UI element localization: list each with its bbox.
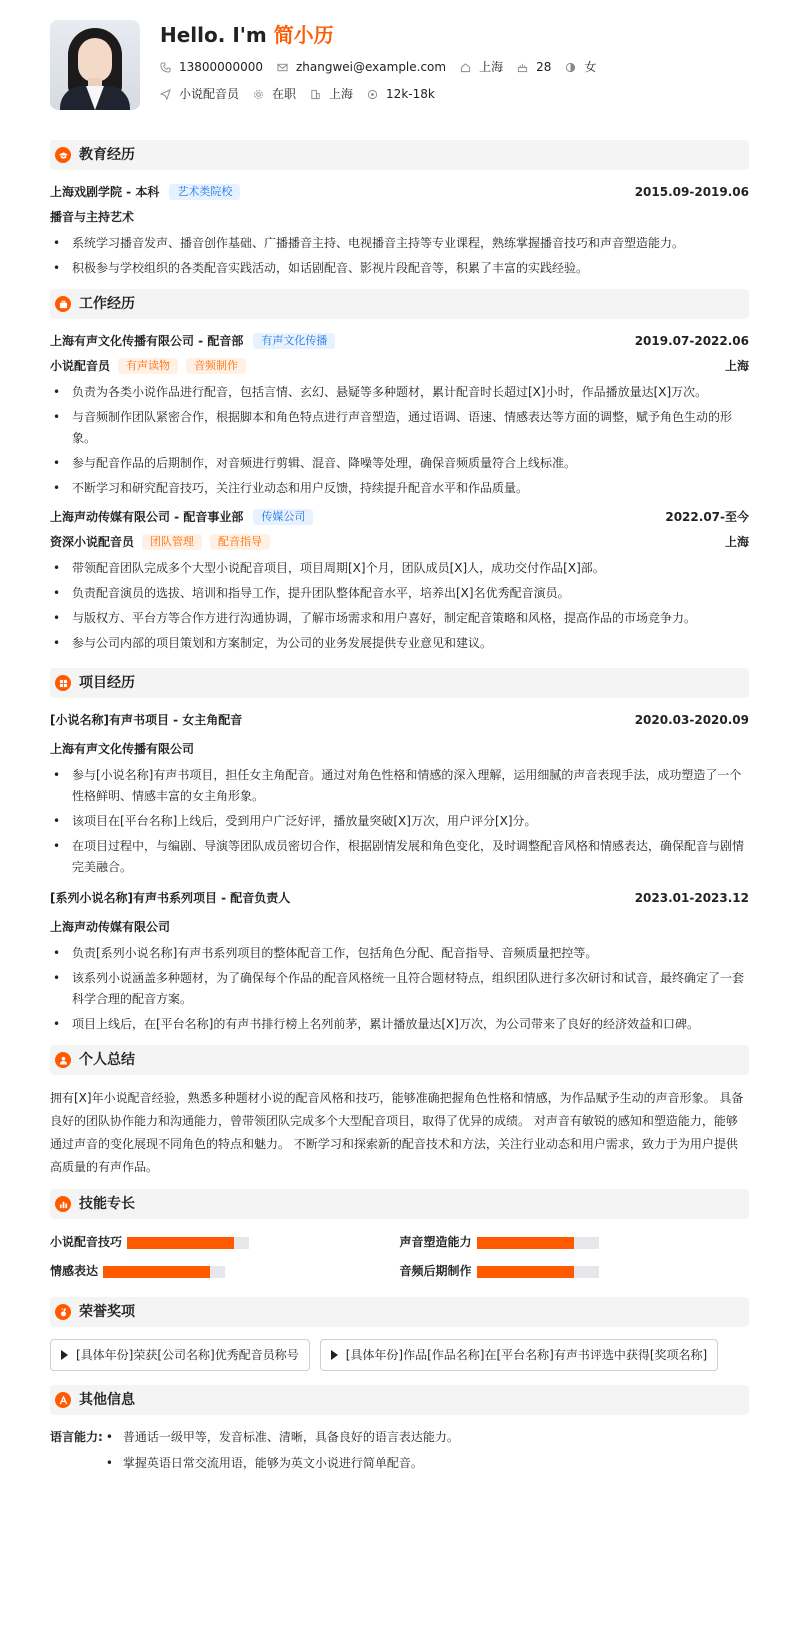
education-date: 2015.09-2019.06 bbox=[634, 185, 749, 199]
project-name: [小说名称]有声书项目 - 女主角配音 bbox=[50, 713, 243, 727]
email-icon bbox=[277, 62, 288, 73]
school-name: 上海戏剧学院 - 本科 bbox=[50, 185, 160, 199]
awards-header bbox=[50, 1297, 749, 1327]
skill-name: 情感表达 bbox=[50, 1264, 99, 1279]
role-tag: 配音指导 bbox=[210, 534, 270, 550]
award-item bbox=[50, 1339, 310, 1371]
work-entry bbox=[50, 331, 749, 499]
work-date: 2019.07-2022.06 bbox=[634, 334, 749, 348]
list-item: • 普通话一级甲等，发音标准、清晰，具备良好的语言表达能力。 bbox=[103, 1427, 459, 1448]
role-tag: 音频制作 bbox=[186, 358, 246, 374]
building-icon bbox=[310, 89, 321, 100]
skills-grid bbox=[50, 1231, 749, 1281]
language-label: 语言能力: bbox=[50, 1430, 103, 1445]
skill-name: 小说配音技巧 bbox=[50, 1235, 123, 1249]
company-name: 上海有声文化传播有限公司 - 配音部 bbox=[50, 334, 244, 348]
greeting-title bbox=[160, 20, 610, 50]
company-tag: 有声文化传播 bbox=[253, 333, 335, 349]
education-entry bbox=[50, 182, 749, 279]
status-value: 在职 bbox=[272, 87, 297, 101]
award-text: [具体年份]荣获[公司名称]优秀配音员称号 bbox=[76, 1347, 299, 1362]
award-item bbox=[320, 1339, 718, 1371]
list-item: • 与版权方、平台方等合作方进行沟通协调，了解市场需求和用户喜好，制定配音策略和风格，提高作品的市场竞争力。 bbox=[50, 608, 749, 629]
age-value: 28 bbox=[536, 60, 552, 74]
list-item: • 与音频制作团队紧密合作，根据脚本和角色特点进行声音塑造，通过语调、语速、情感表达等方面的调整，赋予角色生动的形象。 bbox=[50, 407, 749, 449]
gender-item bbox=[565, 58, 596, 76]
contact-row bbox=[160, 58, 610, 76]
other-title: 其他信息 bbox=[79, 1392, 135, 1409]
city-value: 上海 bbox=[479, 60, 504, 74]
work-date: 2022.07-至今 bbox=[665, 510, 749, 524]
skill-bar bbox=[477, 1266, 599, 1278]
skill-bar-fill bbox=[477, 1266, 575, 1278]
project-date: 2020.03-2020.09 bbox=[634, 713, 749, 727]
phone-icon bbox=[160, 62, 171, 73]
list-item: • 负责为各类小说作品进行配音，包括言情、玄幻、悬疑等多种题材，累计配音时长超过[X]小时，作品播放量达[X]万次。 bbox=[50, 382, 749, 403]
skill-bar-fill bbox=[477, 1237, 575, 1249]
list-item: • 掌握英语日常交流用语，能够为英文小说进行简单配音。 bbox=[103, 1453, 459, 1474]
cake-icon bbox=[517, 62, 528, 73]
role-tag: 有声读物 bbox=[118, 358, 178, 374]
project-entry bbox=[50, 710, 749, 878]
list-item: • 参与[小说名称]有声书项目，担任女主角配音。通过对角色性格和情感的深入理解，运用细腻的声音表现手法，成功塑造了一个性格鲜明、情感丰富的女主角形象。 bbox=[50, 765, 749, 807]
education-bullets bbox=[50, 233, 749, 279]
work-location: 上海 bbox=[724, 359, 749, 373]
role-name: 资深小说配音员 bbox=[50, 535, 135, 549]
project-bullets bbox=[50, 765, 749, 878]
company-name: 上海声动传媒有限公司 - 配音事业部 bbox=[50, 510, 244, 524]
project-bullets bbox=[50, 943, 749, 1035]
list-item: • 积极参与学校组织的各类配音实践活动，如话剧配音、影视片段配音等，积累了丰富的实践经验。 bbox=[50, 258, 749, 279]
bar-chart-icon bbox=[55, 1196, 71, 1212]
work-title: 工作经历 bbox=[79, 295, 135, 312]
list-item: • 参与公司内部的项目策划和方案制定，为公司的业务发展提供专业意见和建议。 bbox=[50, 633, 749, 654]
resume-header bbox=[50, 20, 749, 130]
skill-bar bbox=[477, 1237, 599, 1249]
work-entry bbox=[50, 507, 749, 654]
skills-title: 技能专长 bbox=[79, 1195, 135, 1212]
role-name: 小说配音员 bbox=[50, 359, 111, 373]
salary-item bbox=[367, 85, 435, 103]
project-date: 2023.01-2023.12 bbox=[634, 891, 749, 905]
education-header bbox=[50, 140, 749, 170]
work-city-item bbox=[310, 85, 353, 103]
project-org: 上海声动传媒有限公司 bbox=[50, 920, 171, 934]
translate-icon bbox=[55, 1392, 71, 1408]
list-item: • 该系列小说涵盖多种题材，为了确保每个作品的配音风格统一且符合题材特点，组织团队进行多次研讨和试音，最终确定了一套科学合理的配音方案。 bbox=[50, 968, 749, 1010]
project-name: [系列小说名称]有声书系列项目 - 配音负责人 bbox=[50, 891, 291, 905]
send-icon bbox=[160, 89, 171, 100]
major-name: 播音与主持艺术 bbox=[50, 210, 135, 224]
language-row bbox=[50, 1427, 749, 1479]
awards-section bbox=[50, 1297, 749, 1371]
play-icon bbox=[331, 1350, 338, 1360]
skills-header bbox=[50, 1189, 749, 1219]
candidate-name: 简小历 bbox=[273, 23, 334, 47]
list-item: • 负责[系列小说名称]有声书系列项目的整体配音工作，包括角色分配、配音指导、音频质量把控等。 bbox=[50, 943, 749, 964]
salary-value: 12k-18k bbox=[386, 87, 435, 101]
education-title: 教育经历 bbox=[79, 146, 135, 163]
role-tag: 团队管理 bbox=[142, 534, 202, 550]
city-item bbox=[460, 58, 503, 76]
skill-bar-fill bbox=[103, 1266, 210, 1278]
skill-name: 音频后期制作 bbox=[399, 1264, 472, 1279]
work-section bbox=[50, 289, 749, 654]
other-header bbox=[50, 1385, 749, 1415]
email-value: zhangwei@example.com bbox=[295, 60, 447, 74]
skills-section bbox=[50, 1189, 749, 1281]
summary-text: 拥有[X]年小说配音经验，熟悉多种题材小说的配音风格和技巧，能够准确把握角色性格和情感，为作品赋予生动的声音形象。 具备良好的团队协作能力和沟通能力，曾带领团队完成多个大型配音项目，取得了优异的成绩。 对声音有敏锐的感知和塑造能力，能够通过声音的变化展现不同角色的特点和魅力。 不断学习和探索新的配音技术和方法，关注行业动态和用户需求，致力于为用户提供高质量的有声作品。 bbox=[50, 1091, 744, 1174]
awards-list bbox=[50, 1339, 749, 1371]
company-tag: 传媒公司 bbox=[253, 509, 313, 525]
summary-title: 个人总结 bbox=[79, 1051, 135, 1068]
greeting-text: Hello. I'm bbox=[160, 23, 274, 47]
avatar bbox=[50, 20, 140, 110]
project-entry bbox=[50, 888, 749, 1035]
list-item: • 负责配音演员的选拔、培训和指导工作，提升团队整体配音水平，培养出[X]名优秀配音演员。 bbox=[50, 583, 749, 604]
medal-icon bbox=[55, 1304, 71, 1320]
briefcase-icon bbox=[55, 296, 71, 312]
skill-item bbox=[400, 1233, 750, 1252]
work-bullets bbox=[50, 382, 749, 499]
age-item bbox=[517, 58, 551, 76]
skill-bar bbox=[103, 1266, 225, 1278]
language-bullets bbox=[103, 1427, 459, 1479]
work-bullets bbox=[50, 558, 749, 654]
education-section bbox=[50, 140, 749, 279]
list-item: • 参与配音作品的后期制作，对音频进行剪辑、混音、降噪等处理，确保音频质量符合上线标准。 bbox=[50, 453, 749, 474]
list-item: • 该项目在[平台名称]上线后，受到用户广泛好评，播放量突破[X]万次，用户评分[X]分。 bbox=[50, 811, 749, 832]
work-location: 上海 bbox=[724, 535, 749, 549]
grid-icon bbox=[55, 675, 71, 691]
graduation-cap-icon bbox=[55, 147, 71, 163]
job-item bbox=[160, 85, 239, 103]
job-value: 小说配音员 bbox=[179, 87, 240, 101]
play-icon bbox=[61, 1350, 68, 1360]
awards-title: 荣誉奖项 bbox=[79, 1304, 135, 1321]
summary-header bbox=[50, 1045, 749, 1075]
skill-bar-fill bbox=[127, 1237, 234, 1249]
skill-item bbox=[400, 1262, 750, 1281]
projects-header bbox=[50, 668, 749, 698]
phone-item bbox=[160, 58, 263, 76]
work-city-value: 上海 bbox=[329, 87, 354, 101]
skill-bar bbox=[127, 1237, 249, 1249]
skill-item bbox=[50, 1233, 400, 1252]
coin-icon bbox=[367, 89, 378, 100]
gender-icon bbox=[565, 62, 576, 73]
work-header bbox=[50, 289, 749, 319]
award-text: [具体年份]作品[作品名称]在[平台名称]有声书评选中获得[奖项名称] bbox=[345, 1347, 708, 1362]
phone-value: 13800000000 bbox=[179, 60, 263, 74]
projects-section bbox=[50, 668, 749, 1035]
header-info bbox=[160, 20, 610, 103]
project-org: 上海有声文化传播有限公司 bbox=[50, 742, 195, 756]
status-item bbox=[253, 85, 296, 103]
list-item: • 系统学习播音发声、播音创作基础、广播播音主持、电视播音主持等专业课程，熟练掌握播音技巧和声音塑造能力。 bbox=[50, 233, 749, 254]
gender-value: 女 bbox=[584, 60, 597, 74]
list-item: • 项目上线后，在[平台名称]的有声书排行榜上名列前茅，累计播放量达[X]万次，为公司带来了良好的经济效益和口碑。 bbox=[50, 1014, 749, 1035]
list-item: • 不断学习和研究配音技巧，关注行业动态和用户反馈，持续提升配音水平和作品质量。 bbox=[50, 478, 749, 499]
gear-icon bbox=[253, 89, 264, 100]
other-section bbox=[50, 1385, 749, 1479]
email-item bbox=[277, 58, 446, 76]
list-item: • 在项目过程中，与编剧、导演等团队成员密切合作，根据剧情发展和角色变化，及时调整配音风格和情感表达，确保配音与剧情完美融合。 bbox=[50, 836, 749, 878]
summary-section bbox=[50, 1045, 749, 1179]
school-tag: 艺术类院校 bbox=[169, 184, 240, 200]
list-item: • 带领配音团队完成多个大型小说配音项目，项目周期[X]个月，团队成员[X]人，成功交付作品[X]部。 bbox=[50, 558, 749, 579]
user-icon bbox=[55, 1052, 71, 1068]
skill-name: 声音塑造能力 bbox=[399, 1235, 472, 1249]
skill-item bbox=[50, 1262, 400, 1281]
job-row bbox=[160, 85, 610, 103]
projects-title: 项目经历 bbox=[79, 674, 135, 691]
home-icon bbox=[460, 62, 471, 73]
